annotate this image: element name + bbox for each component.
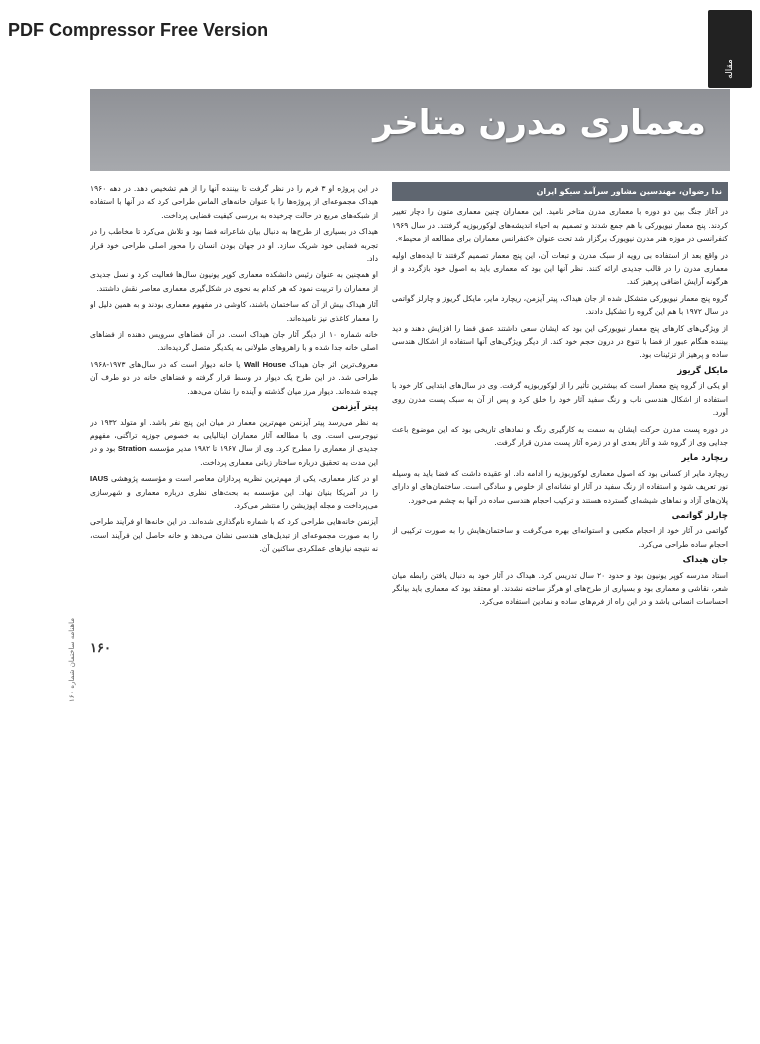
paragraph: در دوره پست مدرن حرکت ایشان به سمت به کارگیری رنگ و نمادهای تاریخی بود که این موضوع باعث جدایی وی از گروه شد و آثار بعدی او در زمره آثار پست مدرن قرار گرفت.	[392, 424, 728, 447]
subheading-graves: مایکل گریوز	[677, 365, 728, 376]
text-run: یا خانه دیوار است که در سال‌های ۱۹۷۳-۱۹۶۸ طراحی شد. در این طرح یک دیوار در وسط قرار گرفته و فضاهای خانه در دو طرف آن چیده شده‌اند. دیوار مرز میان گذشته و آینده را نشان می‌دهد.	[90, 359, 378, 396]
right-column	[392, 182, 728, 1018]
iaus-term: IAUS	[90, 474, 109, 484]
paragraph: از ویژگی‌های کارهای پنج معمار نیویورکی این بود که ایشان سعی داشتند عمق فضا را افزایش دهند و دید بیننده هنگام عبور از فضا با تنوع در درون حجم خود کند. از دیگر ویژگی‌های آنها استفاده از اشکال هندسی ساده و پرهیز از تزئینات بود.	[392, 323, 728, 360]
subheading-eisenman: پیتر آیزنمن	[331, 402, 378, 413]
watermark-text: PDF Compressor Free Version	[8, 20, 269, 40]
side-note	[60, 360, 84, 960]
paragraph: هیداک در بسیاری از طرح‌ها به دنبال بیان شاعرانه فضا بود و تلاش می‌کرد تا مخاطب را در تجربه فضایی خود شریک سازد. او در جهان بودن انسان را محور اصلی طراحی خود قرار داد.	[90, 227, 378, 264]
subheading-meier: ریچارد مایر	[681, 453, 728, 464]
paragraph: استاد مدرسه کوپر یونیون بود و حدود ۲۰ سال تدریس کرد. هیداک در آثار خود به دنبال یافتن رابطه میان شعر، نقاشی و معماری بود و بسیاری از طرح‌های او هرگز ساخته نشدند. او معتقد بود که معماری باید بیانگر احساسات انسانی باشد و در این راه از فرم‌های ساده و نمادین استفاده می‌کرد.	[392, 570, 728, 607]
article-title: معماری مدرن متاخر	[373, 103, 706, 143]
paragraph: خانه شماره ۱۰ از دیگر آثار جان هیداک است. در آن فضاهای سرویس دهنده از فضاهای اصلی خانه جدا شده و با راهروهای طولانی به یکدیگر متصل گردیده‌اند.	[90, 330, 378, 353]
text-run: معروف‌ترین اثر جان هیداک	[289, 359, 378, 369]
title-banner	[90, 89, 730, 171]
paragraph: در آغاز جنگ بین دو دوره با معماری مدرن متاخر نامید. این معماران چنین معماری متون را دچار تغییر کردند. پنج معمار نیویورکی با هم جمع شدند و تصمیم به احیاء اندیشه‌های لوکوربوزیه گرفتند. در سال ۱۹۶۹ کنفرانسی در موزه هنر مدرن نیویورک برگزار شد تحت عنوان «کنفرانس معماران برای مطالعه از محیط».	[392, 207, 728, 244]
paragraph: آثار هیداک بیش از آن که ساختمان باشند، کاوشی در مفهوم معماری بودند و به همین دلیل او را معمار کاغذی نیز نامیده‌اند.	[90, 300, 378, 323]
text-run: به نظر می‌رسد پیتر آیزنمن مهم‌ترین معمار در میان این پنج نفر باشد. او متولد ۱۹۳۲ در نیوجرسی است. وی با مطالعه آثار معماران ایتالیایی به خصوص جوزپه تراگنی، مفهوم جدیدی از معماری را مطرح کرد. وی از سال ۱۹۶۷ تا ۱۹۸۲ مدیر مؤسسه	[90, 417, 378, 454]
section-tab	[708, 10, 752, 88]
text-run: او در کنار معماری، یکی از مهم‌ترین نظریه پردازان معاصر است و مؤسسه پژوهشی	[110, 474, 378, 484]
paragraph: در این پروژه او ۳ فرم را در نظر گرفت تا بیننده آنها را از هم تشخیص دهد. در دهه ۱۹۶۰ هیداک مجموعه‌ای از پروژه‌ها را با عنوان خانه‌های الماس طراحی کرد که در آنها با استفاده از شبکه‌های مربع در حالت چرخیده به بررسی کیفیت فضایی پرداخت.	[90, 184, 378, 220]
text-run: را در آمریکا بنیان نهاد. این مؤسسه به بحث‌های نظری درباره معماری و شهرسازی می‌پرداخت و مجله اپوزیشن را منتشر می‌کرد.	[90, 487, 378, 510]
paragraph: گروه پنج معمار نیویورکی متشکل شده از جان هیداک، پیتر آیزمن، ریچارد مایر، مایکل گریوز و چارلز گواتمی در سال ۱۹۷۲ با هم این گروه را تشکیل دادند.	[392, 293, 728, 317]
side-note-text: ماهنامه ساختمان شماره ۱۶۰	[68, 617, 76, 703]
paragraph	[90, 358, 378, 398]
paragraph: در واقع بعد از استفاده بی رویه از سبک مدرن و تبعات آن، این پنج معمار تصمیم گرفتند تا ایده‌های اولیه معماری مدرن را در قالب جدیدی ارائه کنند. نظر آنها این بود که معماری باید به اصول خود بازگردد و از هرگونه آرایش اضافی پرهیز کند.	[392, 250, 728, 287]
page-number: ۱۶۰	[90, 640, 111, 655]
subheading-hejduk: جان هیداک	[682, 555, 728, 566]
subheading-gwathmey: چارلز گواتمی	[671, 510, 728, 521]
wall-house-term: Wall House	[244, 359, 286, 369]
text-run: بود و در این مدت به تحقیق درباره ساختار زبانی معماری پرداخت.	[90, 444, 378, 467]
stration-term: Stration	[117, 444, 147, 454]
paragraph: آیزنمن خانه‌هایی طراحی کرد که با شماره نام‌گذاری شده‌اند. در این خانه‌ها او فرآیند طراحی را به صورت مجموعه‌ای از تبدیل‌های هندسی نشان می‌دهد و خانه حاصل این فرآیند است، نه نتیجه نیازهای عملکردی ساکنین آن.	[90, 517, 378, 554]
paragraph: گواتمی در آثار خود از احجام مکعبی و استوانه‌ای بهره می‌گرفت و ساختمان‌هایش را به صورت ترکیبی از احجام ساده طراحی می‌کرد.	[392, 526, 728, 549]
paragraph: او همچنین به عنوان رئیس دانشکده معماری کوپر یونیون سال‌ها فعالیت کرد و نسل جدیدی از معماران را تربیت نمود که هر کدام به نحوی در شکل‌گیری معماری معاصر نقش داشتند.	[90, 270, 378, 293]
paragraph: او یکی از گروه پنج معمار است که بیشترین تأثیر را از لوکوربوزیه گرفت. وی در سال‌های ابتدایی کار خود با استفاده از اشکال هندسی ناب و رنگ سفید آثار خود را خلق کرد و پس از آن به سبک پست مدرن روی آورد.	[392, 381, 728, 418]
section-tab-label: مقاله	[725, 59, 735, 79]
paragraph	[90, 472, 378, 512]
left-column	[90, 182, 378, 1018]
paragraph: ریچارد مایر از کسانی بود که اصول معماری لوکوربوزیه را ادامه داد. او عقیده داشت که فضا باید به وسیله نور تعریف شود و استفاده از رنگ سفید در آثار او نشانه‌ای از خلوص و سادگی است. ساختمان‌های او دارای پلان‌های آزاد و نماهای شیشه‌ای گسترده هستند و ترکیب احجام هندسی ساده در آنها به چشم می‌خورد.	[392, 468, 728, 505]
paragraph	[90, 416, 378, 470]
author-box: ندا رضوان، مهندسین مشاور سرآمد سبکو ایران	[392, 182, 728, 201]
